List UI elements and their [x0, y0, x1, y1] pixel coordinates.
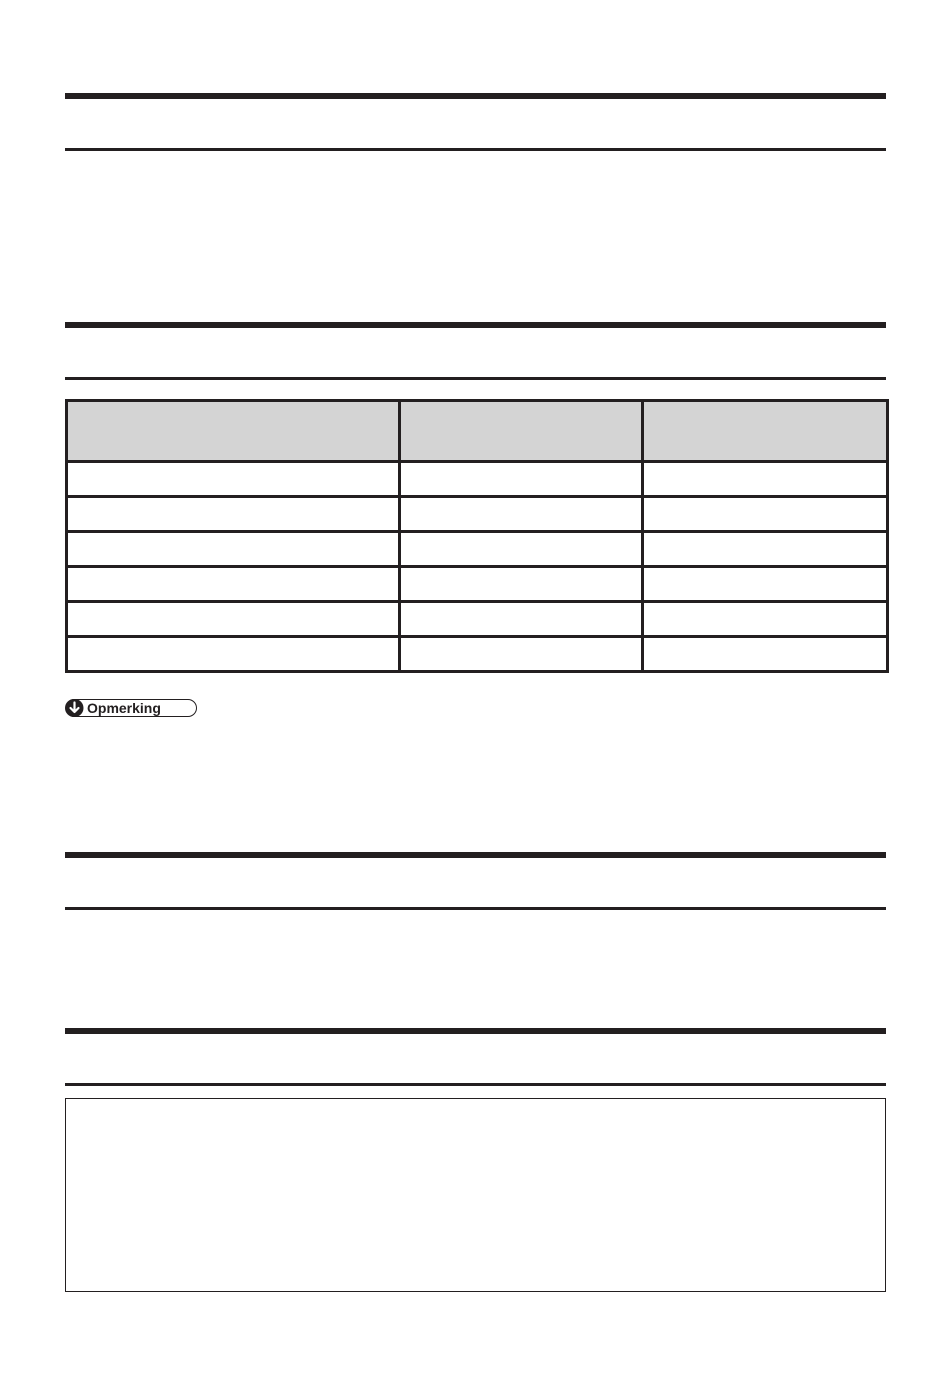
table-cell [67, 532, 400, 567]
section-1-bottom-rule [65, 148, 886, 151]
section-1-top-rule [65, 93, 886, 99]
table-cell [643, 602, 888, 637]
table-cell [67, 497, 400, 532]
table-cell [67, 462, 400, 497]
section-2-title [65, 332, 886, 376]
table-cell [643, 567, 888, 602]
table-cell [400, 602, 643, 637]
table-cell [67, 602, 400, 637]
section-4-top-rule [65, 1028, 886, 1034]
section-3-top-rule [65, 852, 886, 858]
section-4-title [65, 1038, 886, 1082]
table-header-cell [643, 401, 888, 462]
table-row [67, 602, 888, 637]
info-box [65, 1098, 886, 1292]
table-cell [643, 532, 888, 567]
table-header-cell [67, 401, 400, 462]
table-cell [400, 462, 643, 497]
table-row [67, 637, 888, 672]
arrow-down-circle-icon [65, 699, 85, 717]
table-cell [643, 637, 888, 672]
spec-table [65, 399, 889, 673]
table-cell [643, 462, 888, 497]
section-2-top-rule [65, 322, 886, 328]
table-header-row [67, 401, 888, 462]
table-cell [400, 637, 643, 672]
section-3-bottom-rule [65, 907, 886, 910]
table-row [67, 532, 888, 567]
table-cell [400, 567, 643, 602]
section-1-title [65, 103, 886, 147]
note-label: Opmerking [87, 700, 161, 716]
table-cell [67, 637, 400, 672]
table-row [67, 567, 888, 602]
table-cell [643, 497, 888, 532]
table-cell [400, 497, 643, 532]
table-cell [67, 567, 400, 602]
table-header-cell [400, 401, 643, 462]
table-row [67, 497, 888, 532]
section-4-bottom-rule [65, 1083, 886, 1086]
section-3-title [65, 862, 886, 906]
table-row [67, 462, 888, 497]
note-badge [65, 699, 197, 717]
section-2-bottom-rule [65, 377, 886, 380]
table-cell [400, 532, 643, 567]
